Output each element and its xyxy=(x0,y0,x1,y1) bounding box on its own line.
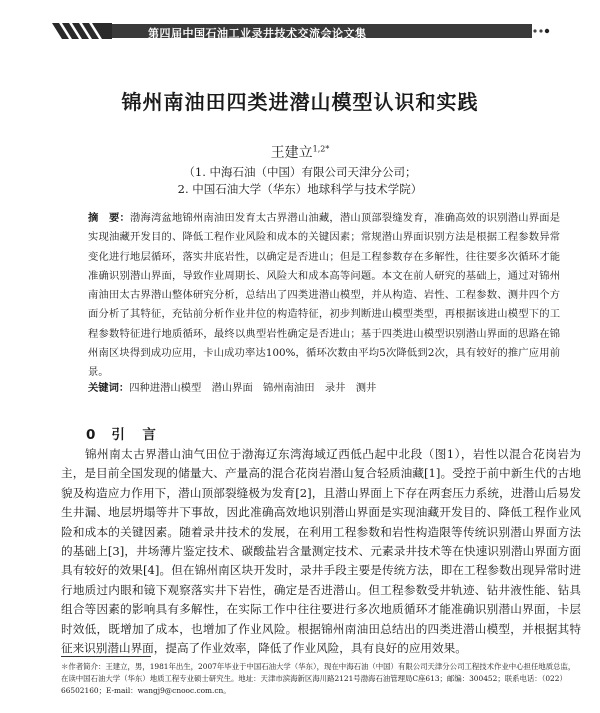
keyword-item: 潜山界面 xyxy=(211,382,253,394)
section-title: 引 言 xyxy=(111,427,158,443)
author-footnote: ＊作者简介：王建立，男，1981年出生，2007年毕业于中国石油大学（华东），现在中海石油（中国）有限公司天津分公司工程技术作业中心担任地质总监，在读中国石油大学（华东）地质工程专业硕士研究生。地址：天津市滨海新区海川路2121号渤海石油管理局C座613；邮编：300452；联系电话：（022）66502160；E-mail：wangj9@cnooc.com.cn。 xyxy=(61,662,576,695)
keywords xyxy=(88,379,560,394)
abstract-text: 渤海湾盆地锦州南油田发育太古界潜山油藏，潜山顶部裂缝发育，准确高效的识别潜山界面是实现油藏开发目的、降低工程作业风险和成本的关键因素；常规潜山界面识别方法是根据工程参数异常变化进行地层循环，落实井底岩性，以确定是否进山；但是工程参数存在多解性，往往要多次循环才能准确识别潜山界面，导致作业周期长、风险大和成本高等问题。本文在前人研究的基础上，通过对锦州南油田太古界潜山整体研究分析，总结出了四类进潜山模型，并从构造、岩性、工程参数、测井四个方面分析了其特征，充钻前分析作业井位的构造特征，初步判断进山模型类型，再根据该进山模型下的工程参数特征进行地质循环，最终以典型岩性确定是否进山；基于四类进山模型识别潜山界面的思路在锦州南区块得到成功应用，卡山成功率达100%，循环次数由平均5次降低到2次，具有较好的推广应用前景。 xyxy=(88,212,561,379)
keyword-item: 测井 xyxy=(355,382,377,394)
abstract-label: 摘 要： xyxy=(88,212,130,224)
page-header xyxy=(52,21,552,43)
keyword-item: 录井 xyxy=(324,382,346,394)
affiliation-2: 2. 中国石油大学（华东）地球科学与技术学院） xyxy=(177,182,423,196)
paper-title: 锦州南油田四类进潜山模型认识和实践 xyxy=(121,90,479,114)
section-heading xyxy=(86,423,158,443)
author-line xyxy=(0,142,600,162)
abstract xyxy=(88,209,560,383)
header-dots-decoration xyxy=(532,27,550,35)
affiliation-1: （1. 中海石油（中国）有限公司天津分公司； xyxy=(183,165,417,179)
author-name: 王建立 xyxy=(270,145,313,161)
section-number: 0 xyxy=(86,427,98,443)
author-superscript: 1,2* xyxy=(312,144,330,154)
body-paragraph: 锦州南太古界潜山油气田位于渤海辽东湾海域辽西低凸起中北段（图1），岩性以混合花岗岩为主，是目前全国发现的储量大、产量高的混合花岗岩潜山复合轻质油藏[1]。受控于前中新生代的古地貌及构造应力作用下，潜山顶部裂缝极为发育[2]，且潜山界面上下存在两套压力系统，进潜山后易发生井漏、地层坍塌等井下事故，因此准确高效地识别潜山界面是实现油藏开发目的、降低工程作业风险和成本的关键因素。随着录井技术的发展，在利用工程参数和岩性构造限等传统识别潜山界面方法的基础上[3]，井场薄片鉴定技术、碳酸盐岩含量测定技术、元素录井技术等在快速识别潜山界面方面具有较好的效果[4]。但在锦州南区块开发时，录井手段主要是传统方法，即在工程参数出现异常时进行地质过内眼和镜下观察落实井下岩性，确定是否进潜山。但工程参数受井轨迹、钻井液性能、钻具组合等因素的影响具有多解性，在实际工作中往往要进行多次地质循环才能准确识别潜山界面，卡层时效低，既增加了成本，也增加了作业风险。根据锦州南油田总结出的四类进潜山模型，并根据其特征来识别潜山界面，提高了作业效率，降低了作业风险，具有良好的应用效果。 xyxy=(61,447,581,656)
keywords-label: 关键词： xyxy=(88,382,130,394)
header-title: 第四届中国石油工业录井技术交流会论文集 xyxy=(148,27,367,40)
keyword-item: 锦州南油田 xyxy=(263,382,315,394)
header-stripes-decoration xyxy=(52,23,112,39)
footnote-divider xyxy=(61,656,151,657)
keyword-item: 四种进潜山模型 xyxy=(129,382,202,394)
